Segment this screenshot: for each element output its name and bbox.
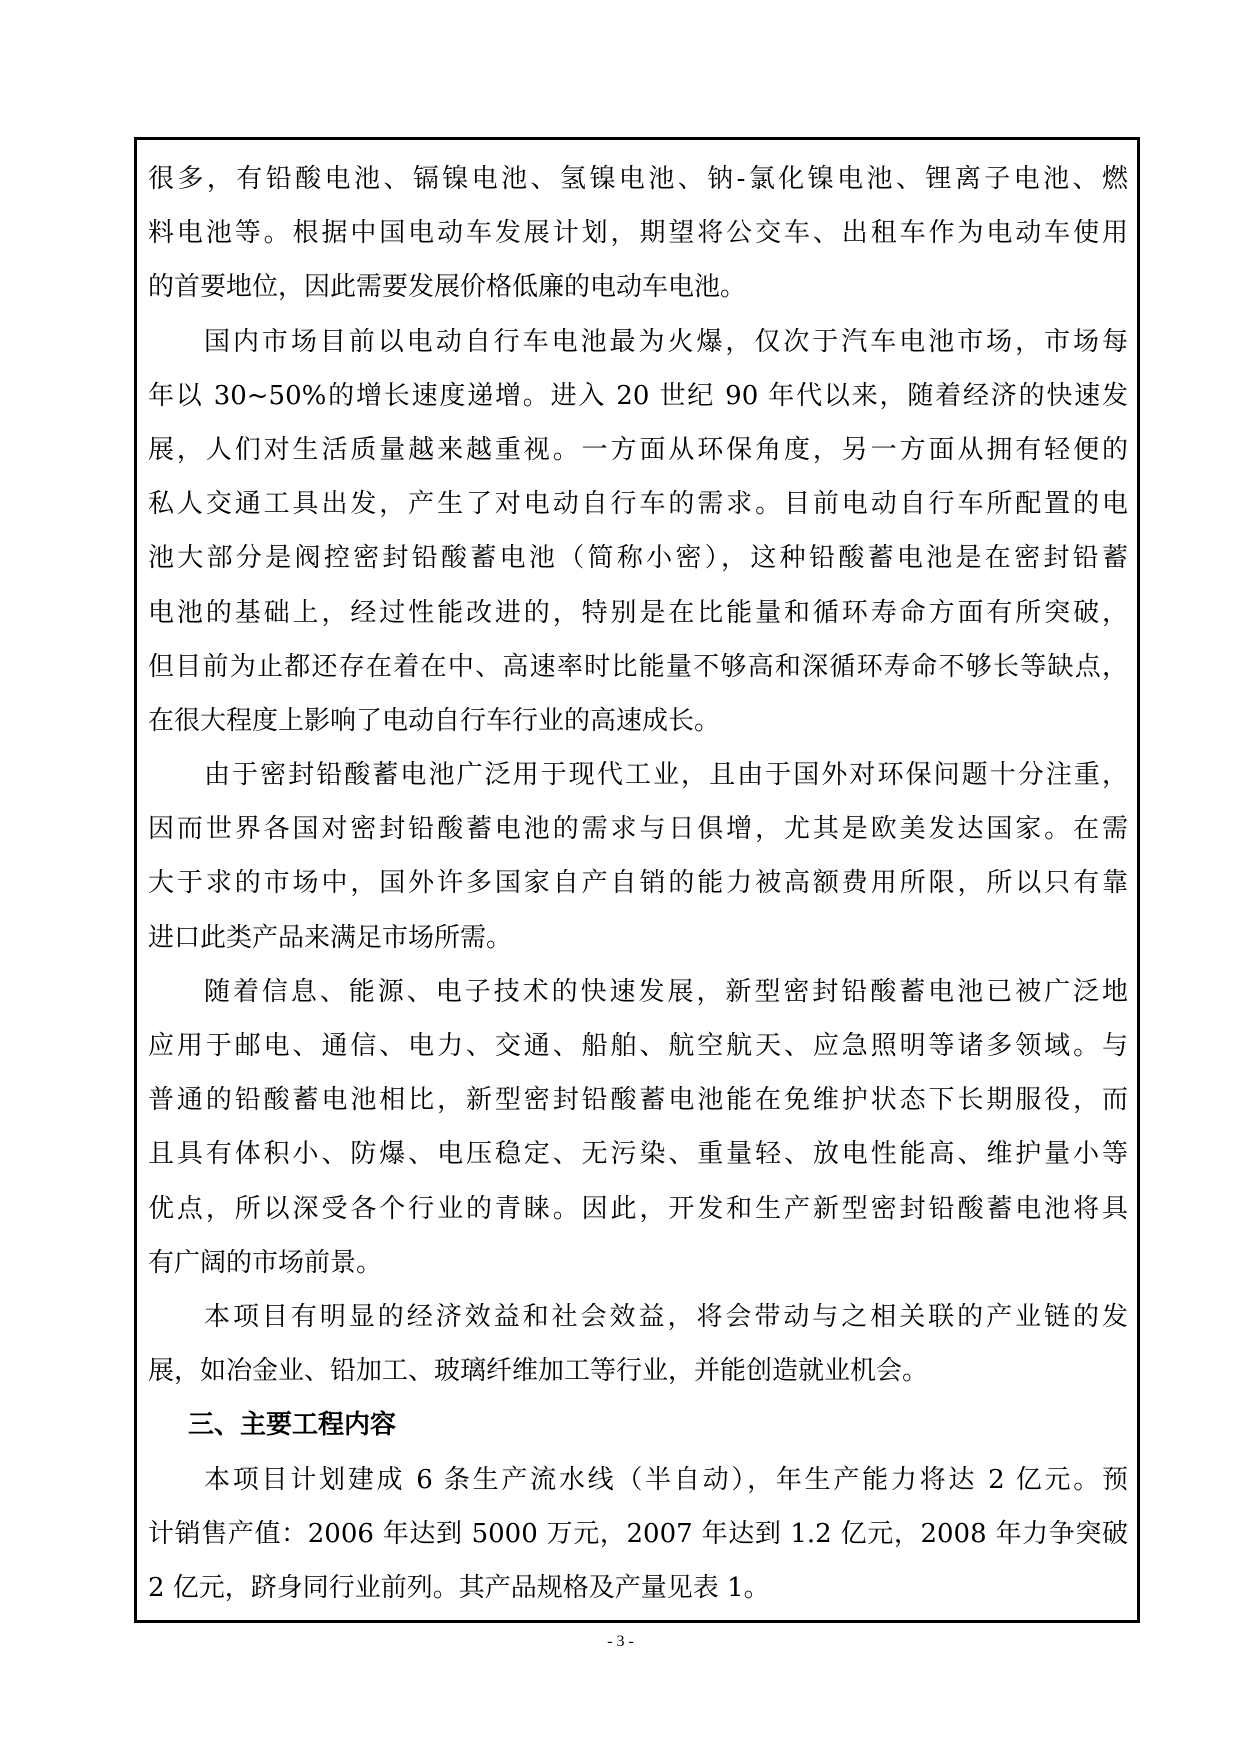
text-line: 本项目有明显的经济效益和社会效益，将会带动与之相关联的产业链的发 [204, 1301, 1128, 1332]
text-line: 由于密封铅酸蓄电池广泛用于现代工业，且由于国外对环保问题十分注重， [204, 760, 1128, 791]
text-line: 本项目计划建成 6 条生产流水线（半自动），年生产能力将达 2 亿元。预 [204, 1464, 1128, 1495]
page-number: - 3 - [607, 1633, 634, 1650]
text-line: 年以 30~50%的增长速度递增。进入 20 世纪 90 年代以来，随着经济的快速发 [148, 380, 1128, 411]
section-heading: 三、主要工程内容 [188, 1410, 397, 1441]
text-line: 且具有体积小、防爆、电压稳定、无污染、重量轻、放电性能高、维护量小等 [148, 1139, 1128, 1170]
text-line: 优点，所以深受各个行业的青睐。因此，开发和生产新型密封铅酸蓄电池将具 [148, 1193, 1128, 1224]
document-body [148, 152, 1128, 1615]
text-line: 因而世界各国对密封铅酸蓄电池的需求与日俱增，尤其是欧美发达国家。在需 [148, 814, 1128, 845]
text-line: 应用于邮电、通信、电力、交通、船舶、航空航天、应急照明等诸多领域。与 [148, 1031, 1128, 1061]
text-line: 私人交通工具出发，产生了对电动自行车的需求。目前电动自行车所配置的电 [148, 489, 1128, 520]
text-line: 国内市场目前以电动自行车电池最为火爆，仅次于汽车电池市场，市场每 [204, 326, 1128, 357]
text-line: 展，人们对生活质量越来越重视。一方面从环保角度，另一方面从拥有轻便的 [148, 434, 1128, 465]
text-line: 料电池等。根据中国电动车发展计划，期望将公交车、出租车作为电动车使用 [148, 218, 1128, 249]
text-line: 很多，有铅酸电池、镉镍电池、氢镍电池、钠-氯化镍电池、锂离子电池、燃 [148, 164, 1128, 194]
text-line: 随着信息、能源、电子技术的快速发展，新型密封铅酸蓄电池已被广泛地 [204, 976, 1128, 1007]
text-line: 在很大程度上影响了电动自行车行业的高速成长。 [148, 705, 721, 736]
text-line: 电池的基础上，经过性能改进的，特别是在比能量和循环寿命方面有所突破， [148, 597, 1128, 628]
text-line: 计销售产值：2006 年达到 5000 万元，2007 年达到 1.2 亿元，2008 年力争突破 [148, 1518, 1128, 1549]
text-line: 进口此类产品来满足市场所需。 [148, 922, 513, 953]
text-line: 2 亿元，跻身同行业前列。其产品规格及产量见表 1。 [148, 1572, 770, 1603]
text-line: 的首要地位，因此需要发展价格低廉的电动车电池。 [148, 272, 747, 303]
text-line: 但目前为止都还存在着在中、高速率时比能量不够高和深循环寿命不够长等缺点， [148, 651, 1128, 682]
text-line: 大于求的市场中，国外许多国家自产自销的能力被高额费用所限，所以只有靠 [148, 868, 1128, 899]
text-line: 普通的铅酸蓄电池相比，新型密封铅酸蓄电池能在免维护状态下长期服役，而 [148, 1085, 1128, 1116]
text-line: 展，如冶金业、铅加工、玻璃纤维加工等行业，并能创造就业机会。 [148, 1356, 929, 1387]
text-line: 有广阔的市场前景。 [148, 1247, 383, 1278]
text-line: 池大部分是阀控密封铅酸蓄电池（简称小密），这种铅酸蓄电池是在密封铅蓄 [148, 543, 1128, 574]
